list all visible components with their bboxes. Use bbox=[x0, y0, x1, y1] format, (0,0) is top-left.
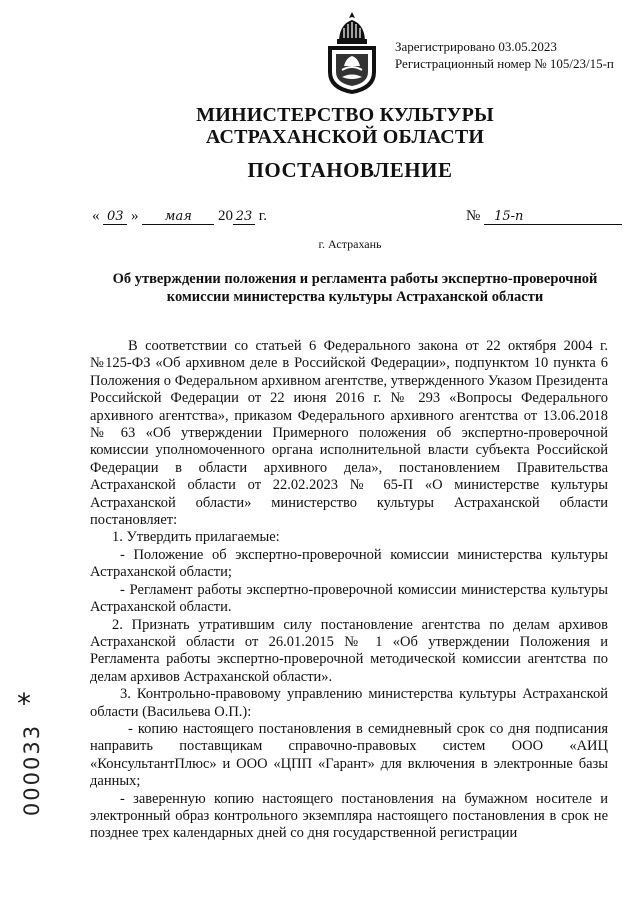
document-city: г. Астрахань bbox=[318, 237, 382, 251]
ministry-name bbox=[0, 104, 640, 148]
date-close-quote: » bbox=[131, 208, 139, 224]
ministry-name-line2: АСТРАХАНСКОЙ ОБЛАСТИ bbox=[205, 126, 485, 148]
margin-stamp-star: * bbox=[17, 687, 31, 720]
coat-of-arms-emblem bbox=[322, 10, 382, 96]
ministry-name-line1: МИНИСТЕРСТВО КУЛЬТУРЫ bbox=[196, 104, 494, 126]
item-1-subitem-rules: - Регламент работы экспертно-проверочной комиссии министерства культуры Астраханской области. bbox=[90, 581, 608, 616]
registration-stamp bbox=[395, 38, 614, 72]
registration-date: Зарегистрировано 03.05.2023 bbox=[395, 39, 557, 54]
document-type-title: ПОСТАНОВЛЕНИЕ bbox=[247, 158, 453, 182]
date-year-suffix: 23 bbox=[233, 210, 255, 225]
item-3-subitem-certified-copy: - заверенную копию настоящего постановления на бумажном носителе и электронный образ контрольного экземпляра настоящего постановления в срок не позднее трех календарных дней со дня государственной регистрации bbox=[90, 790, 608, 842]
date-year-prefix: 20 bbox=[218, 208, 233, 224]
item-2-paragraph: 2. Признать утратившим силу постановление агентства по делам архивов Астраханской области от 26.01.2015 № 1 «Об утверждении Положения и Регламента работы экспертно-проверочной методической комиссии агентства по делам архивов Астраханской области». bbox=[90, 616, 608, 685]
item-3-paragraph: 3. Контрольно-правовому управлению министерства культуры Астраханской области (Васильева О.П.): bbox=[90, 686, 608, 720]
item-1-subitem-regulation: - Положение об экспертно-проверочной комиссии министерства культуры Астраханской области; bbox=[90, 546, 608, 581]
document-subject-line2: комиссии министерства культуры Астраханской области bbox=[166, 289, 544, 305]
document-number-label: № bbox=[466, 208, 481, 224]
date-year-label: г. bbox=[258, 208, 267, 224]
document-subject bbox=[90, 270, 620, 306]
date-open-quote: « bbox=[92, 208, 100, 224]
document-subject-line1: Об утверждении положения и регламента работы экспертно-проверочной bbox=[112, 271, 598, 287]
document-number bbox=[466, 208, 622, 225]
registration-number: Регистрационный номер № 105/23/15-п bbox=[395, 56, 614, 71]
item-1-paragraph: 1. Утвердить прилагаемые: bbox=[112, 529, 280, 546]
document-body bbox=[90, 338, 608, 843]
margin-stamp-number: 000033 bbox=[20, 723, 44, 817]
document-date bbox=[92, 208, 267, 225]
document-number-value: 15-п bbox=[484, 210, 622, 225]
date-month: мая bbox=[142, 210, 214, 225]
date-day: 03 bbox=[103, 210, 127, 225]
item-3-subitem-copy: - копию настоящего постановления в семидневный срок со дня подписания направить поставщикам справочно-правовых систем ООО «АИЦ «КонсультантПлюс» и ООО «ЦПП «Гарант» для включения в электронные базы данных; bbox=[90, 720, 608, 790]
preamble-paragraph: В соответствии со статьей 6 Федерального закона от 22 октября 2004 г. №125-ФЗ «Об архивном деле в Российской Федерации», подпунктом 10 пункта 6 Положения о Федеральном архивном агентстве, утвержденного Указом Президента Российской Федерации от 22 июня 2016 г. № 293 «Вопросы Федерального архивного агентства», приказом Федерального архивного агентства от 13.06.2018 № 63 «Об утверждении Примерного положения об экспертно-проверочной комиссии уполномоченного органа исполнительной власти субъекта Российской Федерации в области архивного дела», постановлением Правительства Астраханской области от 22.02.2023 № 65-П «О министерстве культуры Астраханской области» министерство культуры Астраханской области постановляет: bbox=[90, 338, 608, 529]
